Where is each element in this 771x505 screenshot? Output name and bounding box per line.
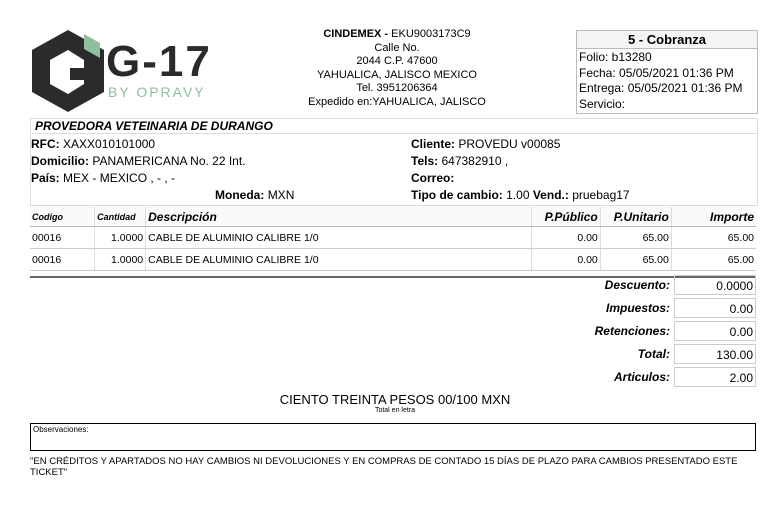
cell-cantidad: 1.0000 [95,227,146,249]
customer-rfc: XAXX010101000 [63,137,156,151]
observations-label: Observaciones: [33,425,89,434]
footer-note: "EN CRÉDITOS Y APARTADOS NO HAY CAMBIOS NI DEVOLUCIONES Y EN COMPRAS DE CONTADO 15 DÍAS DE PLAZO PARA CAMBIOS PRESENTADO ESTE TICKET" [30,456,738,478]
customer-phone-line: Tels: 647382910 , [411,154,509,168]
company-issued-in: Expedido en:YAHUALICA, JALISCO [308,95,486,108]
total-row-articles: Articulos: 2.00 [560,367,756,389]
company-address-3: YAHUALICA, JALISCO MEXICO [317,68,477,81]
logo-subtitle: BY OPRAVY [108,84,206,100]
folio-number: Folio: b13280 [579,50,652,64]
company-address-1: Calle No. [374,41,420,54]
customer-client-line: Cliente: PROVEDU v00085 [411,137,561,151]
company-name: CINDEMEX [323,28,382,40]
total-row-withholdings: Retenciones: 0.00 [560,321,756,343]
total-value: 130.00 [674,344,756,364]
total-row-taxes: Impuestos: 0.00 [560,298,756,320]
customer-country: MEX - MEXICO , - , - [63,171,176,185]
company-address-2: 2044 C.P. 47600 [356,55,438,67]
customer-exchange-rate: 1.00 [506,188,530,202]
total-row-total: Total: 130.00 [560,344,756,366]
cell-codigo: 00016 [30,249,95,271]
customer-currency: MXN [267,188,295,202]
observations-box [30,423,756,451]
table-row [30,227,756,249]
customer-country-line: País: MEX - MEXICO , - , - [31,171,176,185]
cell-descripcion: CABLE DE ALUMINIO CALIBRE 1/0 [146,227,532,249]
cell-importe: 65.00 [671,227,756,249]
articles-value: 2.00 [674,367,756,387]
folio-service: Servicio: [579,96,626,111]
col-p-publico: P.Público [531,207,600,227]
customer-block [30,118,758,206]
customer-address: PANAMERICANA No. 22 Int. [92,154,246,168]
customer-client: PROVEDU v00085 [458,137,561,151]
total-in-words: CIENTO TREINTA PESOS 00/100 MXN [279,392,511,407]
customer-rfc-line: RFC: XAXX010101000 [31,137,156,151]
customer-seller: pruebag17 [572,188,630,202]
company-rfc: EKU9003173C9 [391,28,471,40]
cell-descripcion: CABLE DE ALUMINIO CALIBRE 1/0 [146,249,532,271]
cell-p-unitario: 65.00 [600,227,671,249]
cell-p-unitario: 65.00 [600,249,671,271]
col-p-unitario: P.Unitario [600,207,671,227]
customer-name: PROVEDORA VETEINARIA DE DURANGO [31,119,757,134]
g17-logo-icon [30,28,106,114]
table-row [30,249,756,271]
customer-phone: 647382910 , [441,154,509,168]
total-row-discount: Descuento: 0.0000 [560,275,756,297]
taxes-value: 0.00 [674,298,756,318]
discount-value: 0.0000 [674,275,756,295]
items-table [30,207,756,271]
folio-date: Fecha: 05/05/2021 01:36 PM [579,65,734,80]
cell-importe: 65.00 [671,249,756,271]
customer-exchange-line: Tipo de cambio: 1.00 Vend.: pruebag17 [411,188,630,202]
logo-brand: G-17 [106,37,212,86]
cell-codigo: 00016 [30,227,95,249]
company-info: CINDEMEX - EKU9003173C9 Calle No. 2044 C.P. 47600 YAHUALICA, JALISCO MEXICO Tel. 3951206364 Expedido en:YAHUALICA, JALISCO [292,28,502,109]
table-header-row [30,207,756,227]
company-phone: Tel. 3951206364 [356,82,438,94]
col-descripcion: Descripción [146,207,532,227]
folio-box [576,30,758,114]
col-codigo: Codigo [30,207,95,227]
cell-cantidad: 1.0000 [95,249,146,271]
customer-email-line: Correo: [411,171,455,185]
col-importe: Importe [671,207,756,227]
customer-currency-line: Moneda: MXN [215,188,295,202]
cell-p-publico: 0.00 [531,227,600,249]
cell-p-publico: 0.00 [531,249,600,271]
withholdings-value: 0.00 [674,321,756,341]
folio-delivery: Entrega: 05/05/2021 01:36 PM [579,81,743,95]
folio-title: 5 - Cobranza [577,31,757,49]
col-cantidad: Cantidad [95,207,146,227]
total-in-words-label: Total en letra [374,407,416,414]
customer-address-line: Domicilio: PANAMERICANA No. 22 Int. [31,154,246,168]
